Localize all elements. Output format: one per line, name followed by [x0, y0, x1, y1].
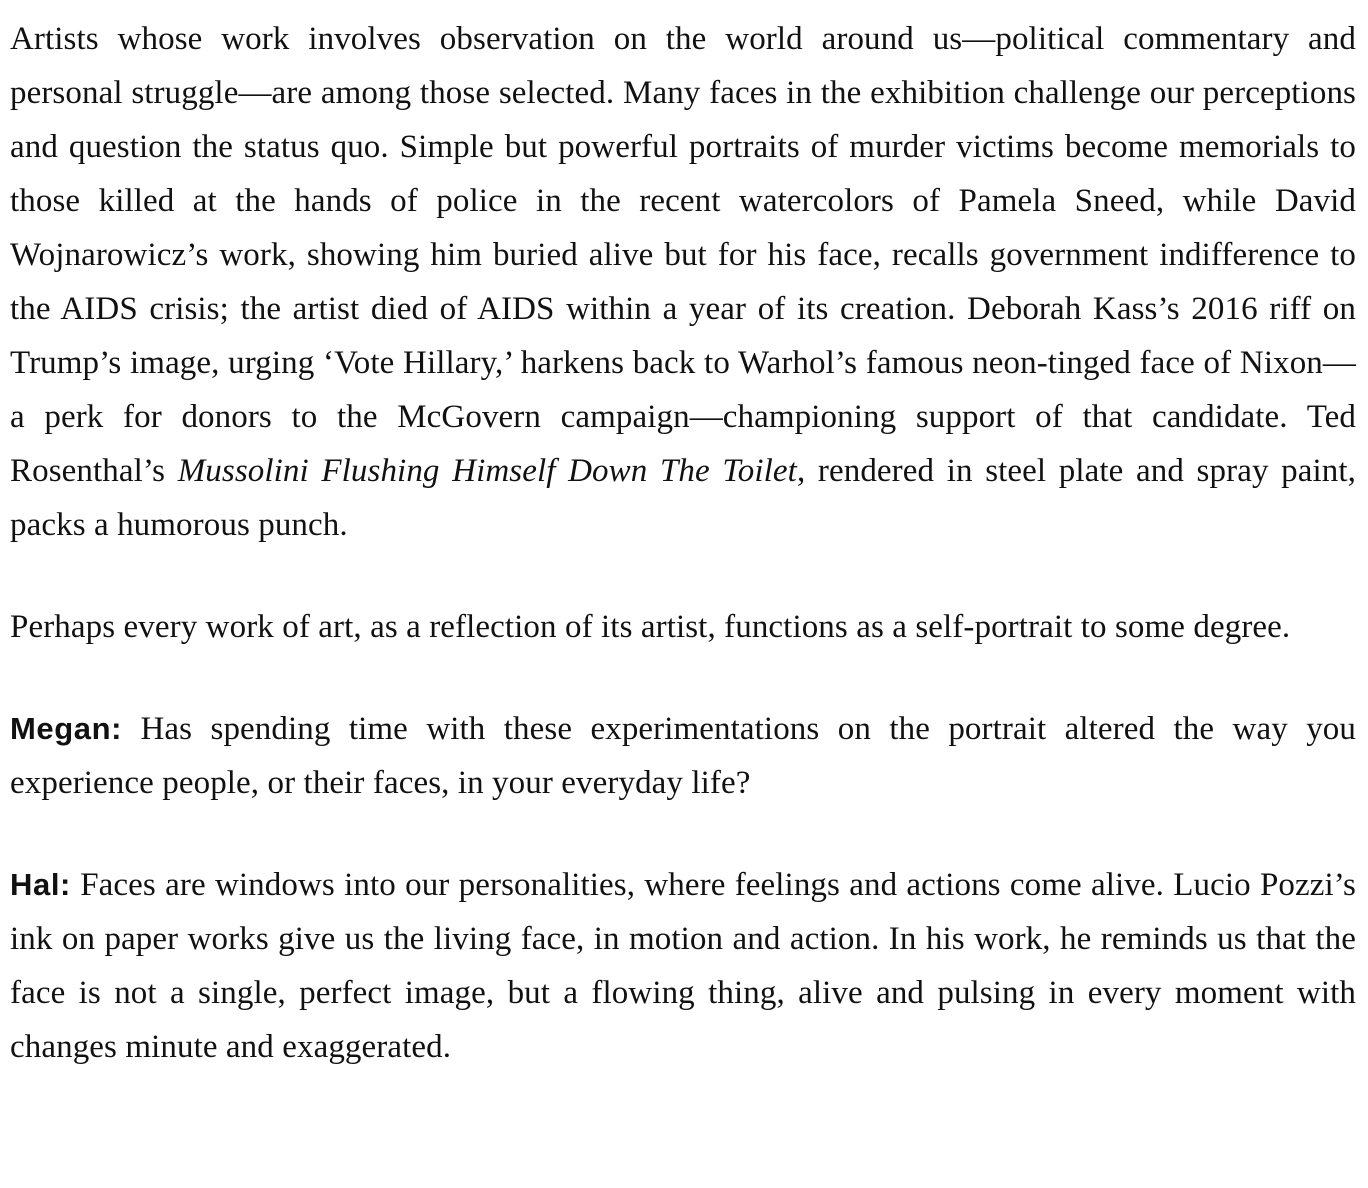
- article-body: [10, 12, 1356, 1074]
- paragraph-text: , rendered in steel plate and spray paint, packs a humorous punch.: [10, 453, 1356, 543]
- interview-question: [10, 702, 1356, 810]
- paragraph-self-portrait: Perhaps every work of art, as a reflection of its artist, functions as a self-portrait to some degree.: [10, 609, 1291, 645]
- speaker-label-megan: Megan:: [10, 711, 123, 746]
- speaker-label-hal: Hal:: [10, 867, 71, 902]
- paragraph-artists-observation: [10, 12, 1356, 552]
- question-text: Has spending time with these experimentations on the portrait altered the way you experience people, or their faces, in your everyday life?: [10, 711, 1356, 801]
- answer-text: Faces are windows into our personalities, where feelings and actions come alive. Lucio Pozzi’s ink on paper works give us the living face, in motion and action. In his work, he reminds us that the face is not a single, perfect image, but a flowing thing, alive and pulsing in every moment with changes minute and exaggerated.: [10, 867, 1356, 1065]
- interview-answer: [10, 858, 1356, 1074]
- paragraph-text: Artists whose work involves observation on the world around us—political commentary and personal struggle—are among those selected. Many faces in the exhibition challenge our perceptions and question the status quo. Simple but powerful portraits of murder victims become memorials to those killed at the hands of police in the recent watercolors of Pamela Sneed, while David Wojnarowicz’s work, showing him buried alive but for his face, recalls government indifference to the AIDS crisis; the artist died of AIDS within a year of its creation. Deborah Kass’s 2016 riff on Trump’s image, urging ‘Vote Hillary,’ harkens back to Warhol’s famous neon-tinged face of Nixon—a perk for donors to the McGovern campaign—championing support of that candidate. Ted Rosenthal’s: [10, 21, 1356, 489]
- artwork-title: Mussolini Flushing Himself Down The Toilet: [177, 453, 797, 489]
